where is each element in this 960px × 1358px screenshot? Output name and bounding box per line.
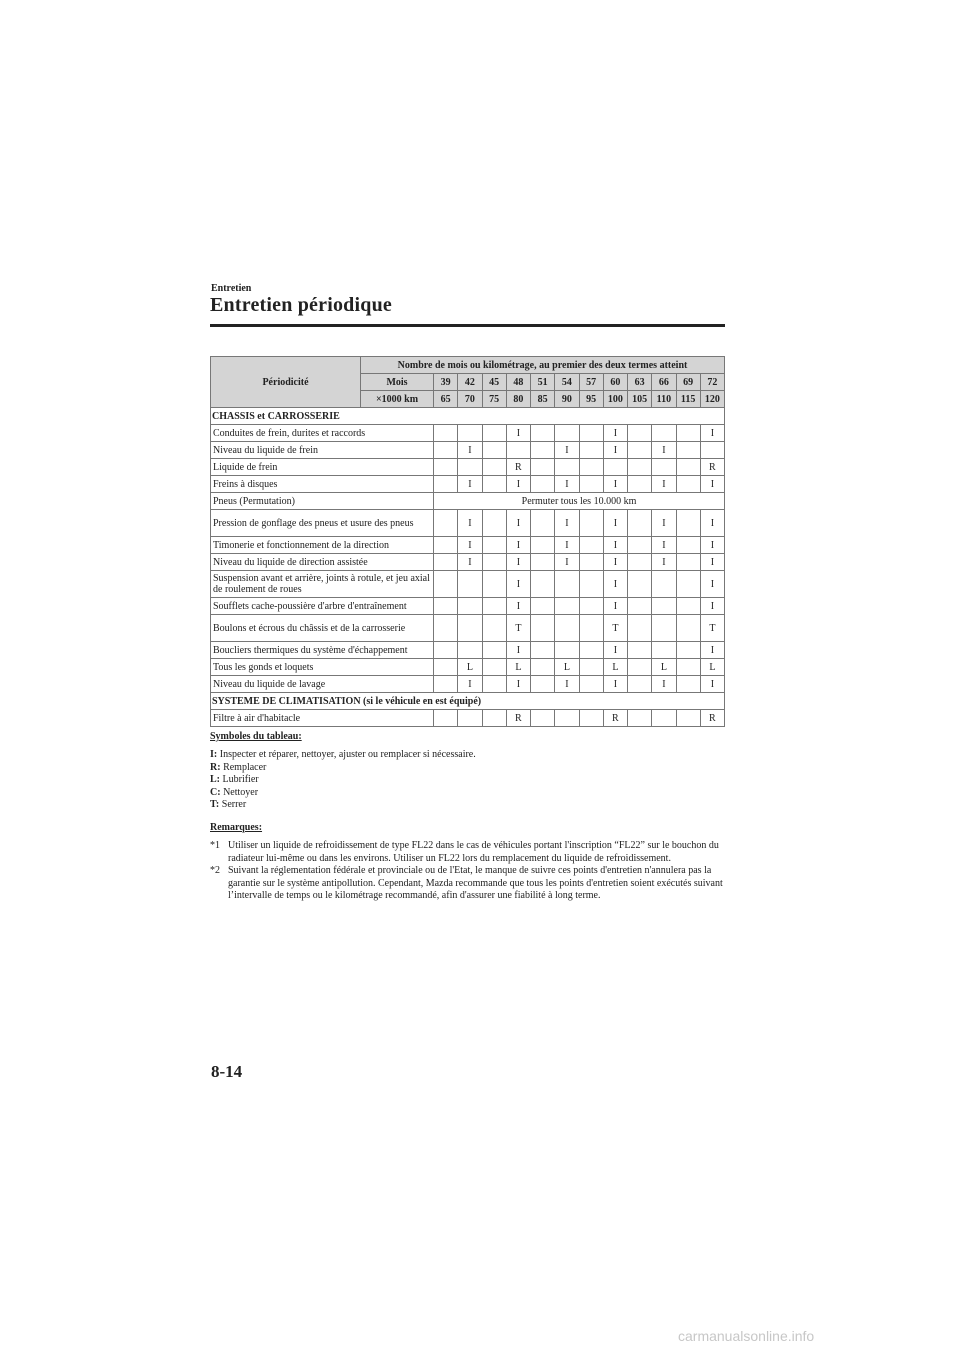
value-cell <box>579 537 603 554</box>
item-cell: Boucliers thermiques du système d'échappement <box>211 642 434 659</box>
section-title: CHASSIS et CARROSSERIE <box>211 408 725 425</box>
value-cell <box>482 459 506 476</box>
periodicity-header: Périodicité <box>211 357 361 408</box>
table-row <box>211 554 725 571</box>
value-cell <box>434 442 458 459</box>
item-cell: Liquide de frein <box>211 459 434 476</box>
value-cell <box>531 642 555 659</box>
value-cell <box>676 571 700 598</box>
table-row <box>211 537 725 554</box>
km-cell: 90 <box>555 391 579 408</box>
section-label: Entretien <box>211 283 252 294</box>
table-row <box>211 425 725 442</box>
value-cell <box>531 710 555 727</box>
remarks-heading: Remarques: <box>210 822 263 833</box>
value-cell: I <box>700 571 724 598</box>
value-cell <box>652 710 676 727</box>
value-cell <box>434 459 458 476</box>
value-cell <box>628 642 652 659</box>
value-cell: I <box>652 676 676 693</box>
km-cell: 80 <box>506 391 530 408</box>
value-cell <box>482 554 506 571</box>
value-cell <box>482 710 506 727</box>
value-cell: I <box>603 442 627 459</box>
value-cell <box>531 510 555 537</box>
value-cell: L <box>700 659 724 676</box>
km-cell: 100 <box>603 391 627 408</box>
item-cell: Suspension avant et arrière, joints à rotule, et jeu axial de roulement de roues <box>211 571 434 598</box>
table-row <box>211 476 725 493</box>
month-cell: 72 <box>700 374 724 391</box>
value-cell: I <box>506 642 530 659</box>
value-cell: I <box>652 476 676 493</box>
table-row <box>211 510 725 537</box>
value-cell <box>628 710 652 727</box>
value-cell: L <box>652 659 676 676</box>
symbol-text: Remplacer <box>223 761 267 773</box>
value-cell <box>458 598 482 615</box>
value-cell <box>579 659 603 676</box>
value-cell <box>458 710 482 727</box>
symbol-text: Inspecter et réparer, nettoyer, ajuster ou remplacer si nécessaire. <box>219 749 476 761</box>
symbol-item <box>210 799 730 811</box>
value-cell <box>579 676 603 693</box>
value-cell: I <box>506 554 530 571</box>
remark-item <box>210 865 730 902</box>
value-cell: R <box>700 459 724 476</box>
symbol-key: L: <box>210 774 220 786</box>
value-cell <box>434 425 458 442</box>
item-cell: Timonerie et fonctionnement de la direction <box>211 537 434 554</box>
symbol-text: Nettoyer <box>223 786 259 798</box>
value-cell <box>434 710 458 727</box>
value-cell: L <box>506 659 530 676</box>
value-cell <box>434 642 458 659</box>
value-cell <box>458 642 482 659</box>
value-cell: I <box>700 554 724 571</box>
month-cell: 60 <box>603 374 627 391</box>
value-cell <box>676 554 700 571</box>
value-cell <box>676 615 700 642</box>
value-cell: I <box>458 554 482 571</box>
table-row <box>211 710 725 727</box>
value-cell: L <box>458 659 482 676</box>
months-label: Mois <box>361 374 434 391</box>
month-cell: 66 <box>652 374 676 391</box>
value-cell <box>482 659 506 676</box>
value-cell <box>652 459 676 476</box>
value-cell <box>676 459 700 476</box>
km-cell: 120 <box>700 391 724 408</box>
value-cell: I <box>603 571 627 598</box>
value-cell <box>506 442 530 459</box>
value-cell: I <box>458 510 482 537</box>
remark-number: *1 <box>210 840 220 852</box>
table-row <box>211 459 725 476</box>
table-row <box>211 676 725 693</box>
value-cell <box>676 659 700 676</box>
value-cell: I <box>603 537 627 554</box>
km-cell: 70 <box>458 391 482 408</box>
value-cell <box>579 425 603 442</box>
page-number: 8-14 <box>211 1062 243 1081</box>
value-cell <box>482 615 506 642</box>
value-cell: I <box>652 554 676 571</box>
symbol-key: I: <box>210 749 218 761</box>
value-cell <box>652 598 676 615</box>
symbol-key: T: <box>210 799 220 811</box>
value-cell <box>652 571 676 598</box>
value-cell <box>628 425 652 442</box>
symbol-item <box>210 749 730 761</box>
value-cell <box>482 676 506 693</box>
km-cell: 85 <box>531 391 555 408</box>
section-row <box>211 408 725 425</box>
value-cell: I <box>652 510 676 537</box>
value-cell <box>676 476 700 493</box>
value-cell <box>628 510 652 537</box>
km-cell: 65 <box>434 391 458 408</box>
value-cell <box>676 425 700 442</box>
interval-header: Nombre de mois ou kilométrage, au premier des deux termes atteint <box>361 357 725 374</box>
value-cell: I <box>603 510 627 537</box>
month-cell: 51 <box>531 374 555 391</box>
value-cell <box>482 425 506 442</box>
value-cell: I <box>506 537 530 554</box>
value-cell <box>458 571 482 598</box>
value-cell <box>482 598 506 615</box>
value-cell <box>531 598 555 615</box>
value-cell: I <box>506 598 530 615</box>
value-cell <box>628 659 652 676</box>
value-cell: I <box>555 476 579 493</box>
value-cell <box>434 615 458 642</box>
month-cell: 54 <box>555 374 579 391</box>
value-cell <box>531 554 555 571</box>
value-cell <box>628 571 652 598</box>
item-cell: Pneus (Permutation) <box>211 493 434 510</box>
value-cell: I <box>555 537 579 554</box>
value-cell: I <box>555 676 579 693</box>
value-cell: I <box>700 676 724 693</box>
value-cell <box>555 642 579 659</box>
item-cell: Soufflets cache-poussière d'arbre d'entraînement <box>211 598 434 615</box>
value-cell <box>434 476 458 493</box>
value-cell <box>531 459 555 476</box>
item-cell: Pression de gonflage des pneus et usure des pneus <box>211 510 434 537</box>
value-cell: I <box>506 676 530 693</box>
table-row <box>211 493 725 510</box>
item-cell: Niveau du liquide de direction assistée <box>211 554 434 571</box>
value-cell: I <box>700 598 724 615</box>
item-cell: Conduites de frein, durites et raccords <box>211 425 434 442</box>
km-cell: 95 <box>579 391 603 408</box>
value-cell <box>676 642 700 659</box>
value-cell: I <box>652 537 676 554</box>
value-cell: I <box>603 598 627 615</box>
month-cell: 42 <box>458 374 482 391</box>
value-cell <box>482 442 506 459</box>
table-row <box>211 442 725 459</box>
symbol-key: C: <box>210 786 221 798</box>
symbol-item <box>210 774 730 786</box>
symbols-heading: Symboles du tableau: <box>210 731 302 742</box>
value-cell <box>579 459 603 476</box>
value-cell <box>482 537 506 554</box>
value-cell <box>531 537 555 554</box>
value-cell: I <box>700 537 724 554</box>
value-cell <box>555 598 579 615</box>
value-cell <box>628 598 652 615</box>
value-cell: I <box>603 476 627 493</box>
span-cell: Permuter tous les 10.000 km <box>434 493 725 510</box>
value-cell: I <box>506 571 530 598</box>
value-cell: R <box>506 710 530 727</box>
value-cell: T <box>506 615 530 642</box>
item-cell: Filtre à air d'habitacle <box>211 710 434 727</box>
value-cell: I <box>652 442 676 459</box>
watermark: carmanualsonline.info <box>678 1328 815 1344</box>
value-cell <box>579 510 603 537</box>
value-cell <box>628 442 652 459</box>
value-cell <box>531 425 555 442</box>
value-cell <box>676 676 700 693</box>
value-cell: I <box>555 510 579 537</box>
symbol-item <box>210 787 730 799</box>
value-cell <box>434 554 458 571</box>
page-title: Entretien périodique <box>210 294 392 316</box>
value-cell: I <box>700 642 724 659</box>
symbol-key: R: <box>210 761 221 773</box>
value-cell: I <box>603 554 627 571</box>
month-cell: 69 <box>676 374 700 391</box>
value-cell <box>676 537 700 554</box>
value-cell: T <box>700 615 724 642</box>
value-cell <box>579 476 603 493</box>
value-cell <box>531 659 555 676</box>
month-cell: 39 <box>434 374 458 391</box>
value-cell: I <box>506 510 530 537</box>
remark-text: Utiliser un liquide de refroidissement de type FL22 dans le cas de véhicules portant l'inscription “FL22” sur le bouchon du radiateur lui-même ou dans les environs. Utiliser un FL22 lors du remplacement du liquide de refroidissement. <box>228 840 719 864</box>
value-cell <box>676 598 700 615</box>
value-cell <box>531 571 555 598</box>
value-cell <box>555 459 579 476</box>
value-cell <box>579 598 603 615</box>
value-cell <box>676 510 700 537</box>
month-cell: 63 <box>628 374 652 391</box>
value-cell <box>628 554 652 571</box>
value-cell <box>652 615 676 642</box>
value-cell <box>482 510 506 537</box>
value-cell: I <box>603 425 627 442</box>
month-cell: 48 <box>506 374 530 391</box>
value-cell <box>676 442 700 459</box>
value-cell <box>555 615 579 642</box>
item-cell: Niveau du liquide de lavage <box>211 676 434 693</box>
value-cell <box>434 510 458 537</box>
value-cell <box>434 676 458 693</box>
value-cell <box>628 615 652 642</box>
value-cell: I <box>458 537 482 554</box>
km-cell: 105 <box>628 391 652 408</box>
table-row <box>211 615 725 642</box>
remark-number: *2 <box>210 865 220 877</box>
value-cell: I <box>700 510 724 537</box>
title-divider <box>210 324 725 327</box>
value-cell <box>531 442 555 459</box>
symbol-item <box>210 762 730 774</box>
value-cell: I <box>603 676 627 693</box>
value-cell <box>652 425 676 442</box>
value-cell <box>603 459 627 476</box>
value-cell: R <box>603 710 627 727</box>
value-cell: I <box>700 425 724 442</box>
remark-item <box>210 840 730 865</box>
value-cell <box>434 537 458 554</box>
symbols-legend <box>210 731 730 811</box>
section-row <box>211 693 725 710</box>
value-cell <box>579 615 603 642</box>
value-cell <box>434 598 458 615</box>
value-cell <box>531 676 555 693</box>
value-cell <box>434 659 458 676</box>
item-cell: Boulons et écrous du châssis et de la carrosserie <box>211 615 434 642</box>
section-title: SYSTEME DE CLIMATISATION (si le véhicule en est équipé) <box>211 693 725 710</box>
km-cell: 110 <box>652 391 676 408</box>
value-cell: I <box>555 554 579 571</box>
value-cell <box>676 710 700 727</box>
value-cell: T <box>603 615 627 642</box>
value-cell <box>579 442 603 459</box>
value-cell <box>458 615 482 642</box>
value-cell <box>628 676 652 693</box>
value-cell <box>531 476 555 493</box>
value-cell <box>555 425 579 442</box>
value-cell <box>628 476 652 493</box>
value-cell <box>652 642 676 659</box>
value-cell: I <box>603 642 627 659</box>
value-cell: L <box>555 659 579 676</box>
value-cell <box>531 615 555 642</box>
month-cell: 57 <box>579 374 603 391</box>
item-cell: Niveau du liquide de frein <box>211 442 434 459</box>
km-label: ×1000 km <box>361 391 434 408</box>
value-cell: R <box>700 710 724 727</box>
value-cell <box>555 571 579 598</box>
month-cell: 45 <box>482 374 506 391</box>
value-cell <box>434 571 458 598</box>
table-row <box>211 659 725 676</box>
value-cell <box>555 710 579 727</box>
remarks-section <box>210 822 730 902</box>
value-cell: I <box>555 442 579 459</box>
value-cell: I <box>506 476 530 493</box>
value-cell <box>458 425 482 442</box>
value-cell <box>458 459 482 476</box>
value-cell: R <box>506 459 530 476</box>
value-cell <box>579 642 603 659</box>
value-cell: L <box>603 659 627 676</box>
value-cell <box>700 442 724 459</box>
km-cell: 115 <box>676 391 700 408</box>
remark-text: Suivant la réglementation fédérale et provinciale ou de l'Etat, le manque de suivre ces points d'entretien n'annulera pas la garantie sur le système antipollution. Cependant, Mazda recommande que tous les points d'entretien soient exécutés suivant l’intervalle de temps ou le kilométrage recommandé, afin d'assurer une fiabilité à long terme. <box>228 865 723 902</box>
value-cell <box>482 642 506 659</box>
value-cell <box>579 571 603 598</box>
maintenance-table <box>210 356 725 727</box>
value-cell <box>628 459 652 476</box>
table-row <box>211 571 725 598</box>
value-cell: I <box>458 676 482 693</box>
value-cell <box>628 537 652 554</box>
item-cell: Tous les gonds et loquets <box>211 659 434 676</box>
symbol-text: Lubrifier <box>222 774 259 786</box>
symbol-text: Serrer <box>221 799 247 811</box>
table-row <box>211 598 725 615</box>
item-cell: Freins à disques <box>211 476 434 493</box>
value-cell <box>579 710 603 727</box>
table-row <box>211 642 725 659</box>
value-cell: I <box>506 425 530 442</box>
value-cell: I <box>700 476 724 493</box>
value-cell <box>482 476 506 493</box>
value-cell: I <box>458 476 482 493</box>
value-cell <box>482 571 506 598</box>
km-cell: 75 <box>482 391 506 408</box>
value-cell: I <box>458 442 482 459</box>
value-cell <box>579 554 603 571</box>
